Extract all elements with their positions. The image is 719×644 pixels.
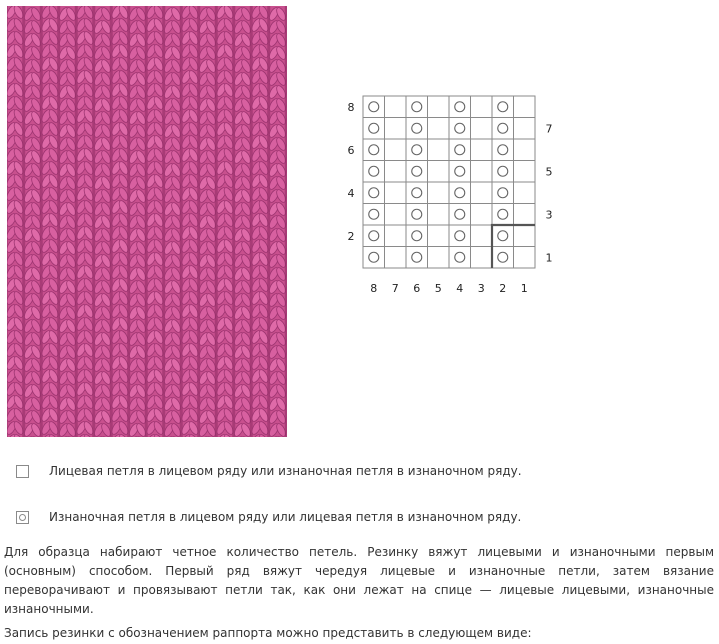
row-label-right: 1: [545, 251, 553, 265]
column-label: 2: [499, 282, 507, 295]
chart-cell-r2-c4: [449, 225, 471, 247]
chart-cell-r7-c6: [406, 118, 428, 140]
chart-cell-r7-c2: [492, 118, 514, 140]
chart-cell-r6-c7: [385, 139, 407, 161]
column-label: 7: [391, 282, 399, 295]
row-label-right: 5: [545, 165, 553, 179]
chart-cell-r4-c5: [428, 182, 450, 204]
chart-cell-r8-c5: [428, 96, 450, 118]
chart-cell-r2-c8: [363, 225, 385, 247]
chart-cell-r3-c3: [471, 204, 493, 226]
column-label: 5: [434, 282, 442, 295]
chart-cell-r7-c7: [385, 118, 407, 140]
chart-cell-r5-c2: [492, 161, 514, 183]
chart-cell-r3-c8: [363, 204, 385, 226]
legend-purl-text: Изнаночная петля в лицевом ряду или лицевая петля в изнаночном ряду.: [49, 510, 522, 524]
chart-cell-r1-c2: [492, 247, 514, 269]
chart-cell-r4-c2: [492, 182, 514, 204]
chart-cell-r1-c6: [406, 247, 428, 269]
chart-cell-r6-c6: [406, 139, 428, 161]
chart-cell-r8-c6: [406, 96, 428, 118]
chart-cell-r7-c1: [514, 118, 536, 140]
chart-cell-r1-c8: [363, 247, 385, 269]
chart-cell-r7-c4: [449, 118, 471, 140]
chart-cell-r3-c4: [449, 204, 471, 226]
row-label-left: 8: [347, 100, 355, 114]
knitted-swatch-photo: [7, 6, 287, 437]
chart-cell-r2-c5: [428, 225, 450, 247]
column-label: 8: [370, 282, 378, 295]
chart-cell-r1-c1: [514, 247, 536, 269]
chart-cell-r1-c7: [385, 247, 407, 269]
chart-cell-r3-c7: [385, 204, 407, 226]
chart-cell-r2-c7: [385, 225, 407, 247]
chart-cell-r4-c8: [363, 182, 385, 204]
chart-cell-r2-c3: [471, 225, 493, 247]
row-label-right: 7: [545, 122, 553, 136]
chart-cell-r6-c4: [449, 139, 471, 161]
chart-cell-r7-c3: [471, 118, 493, 140]
chart-cell-r6-c8: [363, 139, 385, 161]
column-label: 6: [413, 282, 421, 295]
chart-cell-r8-c1: [514, 96, 536, 118]
description-paragraph: Для образца набирают четное количество петель. Резинку вяжут лицевыми и изнаночными первым (основным) способом. Первый ряд вяжут чередуя лицевые и изнаночные петли, затем вязание переворачивают и провязывают петли так, как они лежат на спице — лицевые лицевыми, изнаночные изнаночными.: [4, 545, 714, 616]
column-label: 1: [520, 282, 528, 295]
rapport-intro-paragraph: Запись резинки с обозначением раппорта можно представить в следующем виде:: [4, 626, 532, 640]
row-label-left: 6: [347, 143, 355, 157]
row-label-right: 3: [545, 208, 553, 222]
chart-cell-r1-c4: [449, 247, 471, 269]
circle-in-square-icon: [16, 511, 29, 524]
chart-cell-r4-c4: [449, 182, 471, 204]
chart-cell-r4-c3: [471, 182, 493, 204]
chart-cell-r5-c3: [471, 161, 493, 183]
chart-cell-r4-c6: [406, 182, 428, 204]
chart-cell-r2-c6: [406, 225, 428, 247]
chart-cell-r1-c5: [428, 247, 450, 269]
legend-purl: [16, 510, 521, 524]
legend-knit: [16, 464, 522, 478]
chart-cell-r6-c3: [471, 139, 493, 161]
chart-cell-r8-c8: [363, 96, 385, 118]
chart-cell-r2-c1: [514, 225, 536, 247]
chart-cell-r3-c1: [514, 204, 536, 226]
chart-cell-r6-c5: [428, 139, 450, 161]
chart-cell-r3-c6: [406, 204, 428, 226]
chart-cell-r4-c1: [514, 182, 536, 204]
chart-cell-r5-c1: [514, 161, 536, 183]
chart-cell-r8-c7: [385, 96, 407, 118]
chart-cell-r5-c8: [363, 161, 385, 183]
chart-cell-r5-c5: [428, 161, 450, 183]
chart-cell-r5-c6: [406, 161, 428, 183]
chart-cell-r6-c1: [514, 139, 536, 161]
chart-cell-r1-c3: [471, 247, 493, 269]
column-label: 4: [456, 282, 464, 295]
legend-knit-text: Лицевая петля в лицевом ряду или изнаночная петля в изнаночном ряду.: [49, 464, 522, 478]
chart-cell-r8-c2: [492, 96, 514, 118]
chart-cell-r7-c8: [363, 118, 385, 140]
chart-cell-r8-c3: [471, 96, 493, 118]
chart-cell-r5-c7: [385, 161, 407, 183]
chart-cell-r3-c2: [492, 204, 514, 226]
chart-cell-r8-c4: [449, 96, 471, 118]
chart-cell-r3-c5: [428, 204, 450, 226]
row-label-left: 4: [347, 186, 355, 200]
empty-square-icon: [16, 465, 29, 478]
rib-groove: [285, 6, 287, 437]
chart-cell-r4-c7: [385, 182, 407, 204]
knitting-chart: [335, 88, 565, 298]
column-label: 3: [477, 282, 485, 295]
row-label-left: 2: [347, 229, 355, 243]
chart-cell-r5-c4: [449, 161, 471, 183]
chart-cell-r7-c5: [428, 118, 450, 140]
chart-cell-r6-c2: [492, 139, 514, 161]
chart-cell-r2-c2: [492, 225, 514, 247]
